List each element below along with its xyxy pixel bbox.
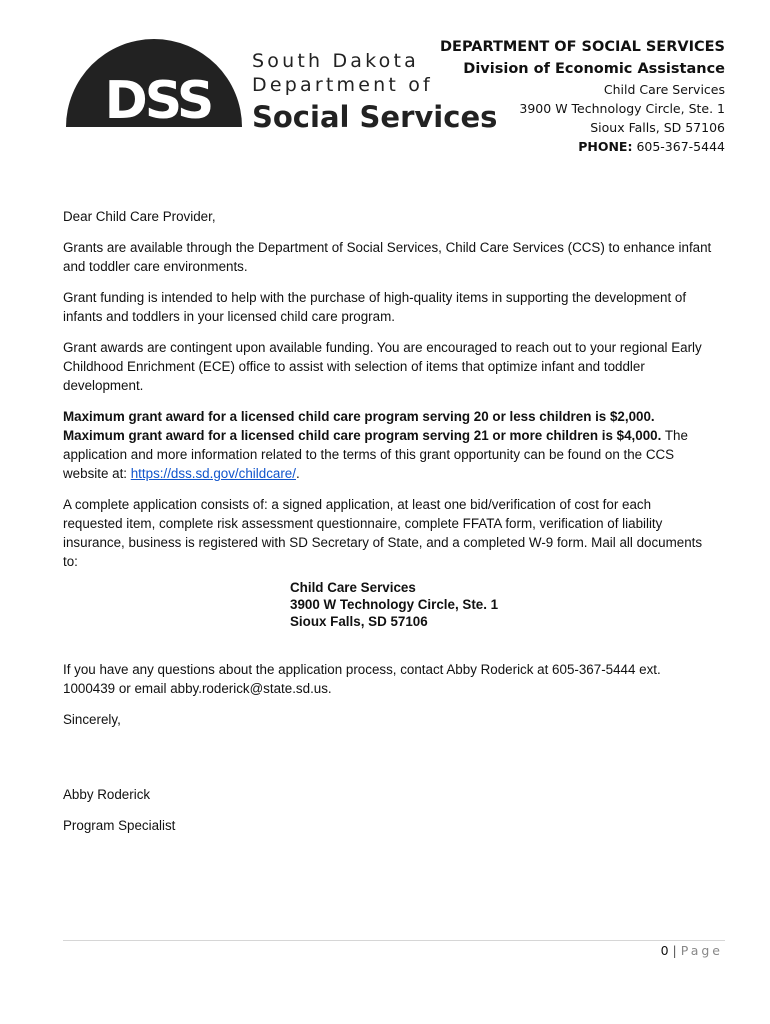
dss-logo-mark [66, 35, 246, 135]
paragraph-application: A complete application consists of: a signed application, at least one bid/verification of cost for each requested item, complete risk assessment questionnaire, complete FFATA form, verification of liability insurance, business is registered with SD Secretary of State, and a completed W-9 form. Mail all documents to: [63, 497, 703, 569]
paragraph-questions: If you have any questions about the application process, contact Abby Roderick at 605-367-5444 ext. 1000439 or email abby.roderick@state.sd.us. [63, 662, 661, 696]
phone-label: PHONE: [578, 139, 633, 154]
signer-title: Program Specialist [63, 818, 176, 833]
division-name: Division of Economic Assistance [463, 61, 725, 77]
department-address-block [440, 37, 725, 156]
page-footer [661, 943, 723, 958]
phone-number: 605-367-5444 [636, 139, 725, 154]
mailing-address-line-3: Sioux Falls, SD 57106 [290, 614, 428, 629]
page-word: Page [680, 943, 723, 958]
letter-body [63, 207, 713, 847]
mailing-address-line-1: Child Care Services [290, 580, 416, 595]
office-name: Child Care Services [603, 82, 725, 97]
dss-logo [66, 35, 498, 135]
logo-line-agency: Social Services [252, 100, 498, 134]
award-21-or-more: Maximum grant award for a licensed child care program serving 21 or more children is $4,000. [63, 428, 662, 443]
award-info-text: The application and more information related to the terms of this grant opportunity can be found on the CCS website at: [63, 428, 688, 481]
award-20-or-less: Maximum grant award for a licensed child care program serving 20 or less children is $2,000. [63, 409, 655, 424]
page-number: 0 [660, 943, 669, 958]
office-phone [440, 137, 725, 156]
footer-divider [63, 940, 725, 941]
paragraph-awards: Grant awards are contingent upon available funding. You are encouraged to reach out to your regional Early Childhood Enrichment (ECE) office to assist with selection of items that optimize infant and toddler development. [63, 340, 702, 393]
paragraph-maximum-award [63, 407, 713, 483]
mailing-address [290, 579, 713, 630]
logo-mark-text: DSS [104, 71, 212, 131]
office-city: Sioux Falls, SD 57106 [590, 120, 725, 135]
paragraph-grants: Grants are available through the Department of Social Services, Child Care Services (CCS) to enhance infant and toddler care environments. [63, 240, 712, 274]
mailing-address-line-2: 3900 W Technology Circle, Ste. 1 [290, 597, 499, 612]
department-name: DEPARTMENT OF SOCIAL SERVICES [440, 39, 725, 55]
closing: Sincerely, [63, 712, 121, 727]
award-info-end: . [295, 466, 300, 481]
paragraph-funding: Grant funding is intended to help with the purchase of high-quality items in supporting the development of infants and toddlers in your licensed child care program. [63, 290, 687, 324]
signature-space [63, 741, 713, 785]
signer-name: Abby Roderick [63, 787, 151, 802]
ccs-website-link[interactable]: https://dss.sd.gov/childcare/ [130, 466, 296, 481]
page-separator: | [672, 943, 677, 958]
logo-line-state: South Dakota [252, 50, 419, 72]
office-street: 3900 W Technology Circle, Ste. 1 [519, 101, 725, 116]
salutation: Dear Child Care Provider, [63, 209, 216, 224]
logo-line-department: Department of [252, 74, 433, 96]
